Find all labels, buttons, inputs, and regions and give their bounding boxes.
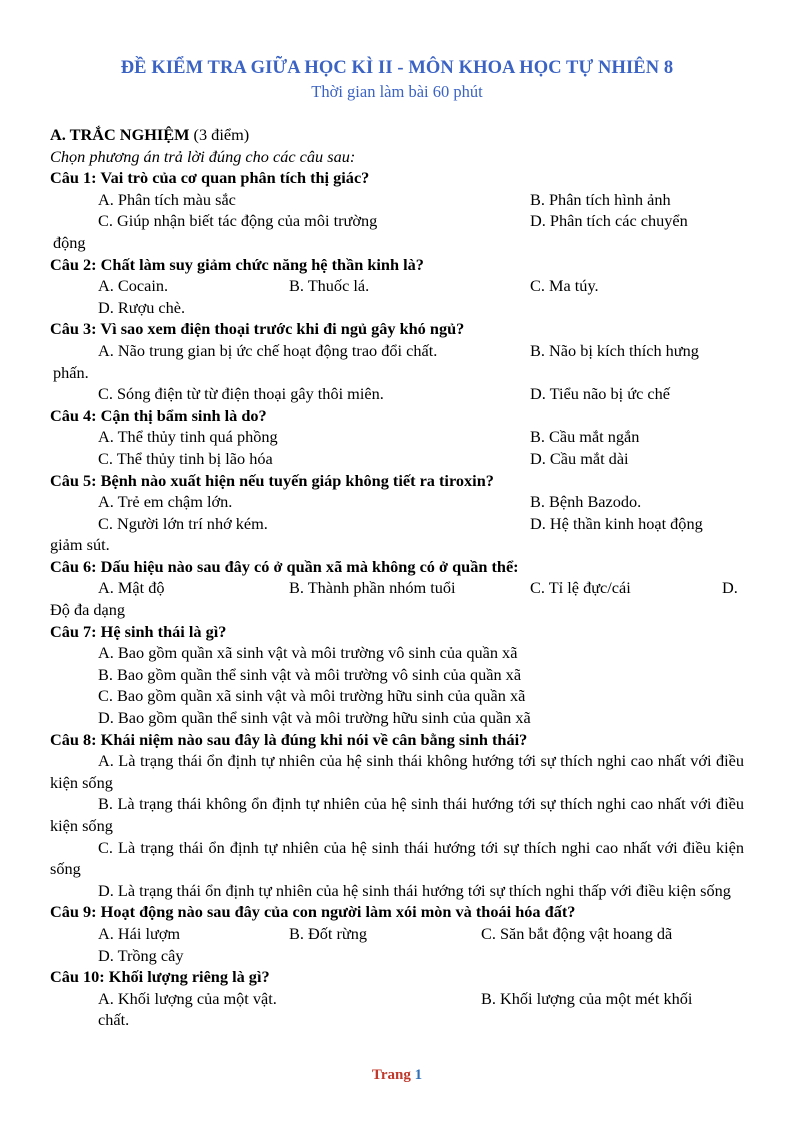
section-heading: [50, 124, 744, 146]
option-c: C. Tỉ lệ đực/cái: [530, 578, 631, 598]
option-c: C. Thể thủy tinh bị lão hóa: [98, 448, 273, 468]
option-b: B. Phân tích hình ảnh: [530, 189, 671, 209]
exam-content: [50, 124, 744, 1031]
option-b-continued: phấn.: [53, 362, 89, 382]
option-c: C. Là trạng thái ổn định tự nhiên của hệ sinh thái hướng tới sự thích nghi cao nhất với điều kiện sống: [50, 837, 744, 879]
option-row: [50, 513, 744, 535]
option-b: B. Thành phần nhóm tuổi: [289, 578, 456, 598]
option-a: A. Phân tích màu sắc: [98, 189, 236, 209]
option-d-continued: giảm sút.: [50, 535, 110, 555]
option-a: A. Trẻ em chậm lớn.: [98, 492, 233, 512]
option-c: C. Ma túy.: [530, 276, 599, 296]
option-b: B. Đốt rừng: [289, 923, 368, 943]
option-c: C. Giúp nhận biết tác động của môi trường: [98, 211, 378, 231]
option-row: [50, 275, 744, 297]
option-d: D. Rượu chè.: [98, 297, 186, 317]
option-row: [50, 448, 744, 470]
question-8: Câu 8: Khái niệm nào sau đây là đúng khi nói về cân bằng sinh thái?: [50, 729, 528, 749]
option-b: B. Thuốc lá.: [289, 276, 370, 296]
option-a: A. Não trung gian bị ức chế hoạt động trao đổi chất.: [98, 340, 438, 360]
option-row: [50, 383, 744, 405]
question-10: Câu 10: Khối lượng riêng là gì?: [50, 967, 270, 987]
option-d: D. Cầu mắt dài: [530, 448, 629, 468]
option-d: D. Hệ thần kinh hoạt động: [530, 513, 703, 533]
option-row: [50, 491, 744, 513]
question-5: Câu 5: Bệnh nào xuất hiện nếu tuyến giáp không tiết ra tiroxin?: [50, 470, 494, 490]
option-b: B. Bệnh Bazodo.: [530, 492, 642, 512]
option-a: A. Mật độ: [98, 578, 165, 598]
option-b: B. Cầu mắt ngắn: [530, 427, 640, 447]
question-2: Câu 2: Chất làm suy giảm chức năng hệ thần kinh là?: [50, 254, 424, 274]
option-row: [50, 189, 744, 211]
option-d: D. Trồng cây: [98, 945, 184, 965]
option-a: A. Cocain.: [98, 276, 169, 296]
option-b: B. Bao gồm quần thể sinh vật và môi trường vô sinh của quần xã: [98, 664, 522, 684]
option-b: B. Là trạng thái không ổn định tự nhiên của hệ sinh thái hướng tới sự thích nghi cao nhất với điều kiện sống: [50, 794, 744, 835]
option-d: D. Bao gồm quần thể sinh vật và môi trường hữu sinh của quần xã: [98, 708, 531, 728]
instruction: Chọn phương án trả lời đúng cho các câu sau:: [50, 146, 356, 166]
option-a: A. Là trạng thái ổn định tự nhiên của hệ sinh thái không hướng tới sự thích nghi cao nhất với điều kiện sống: [50, 751, 744, 792]
option-row: [50, 426, 744, 448]
option-a: A. Thể thủy tinh quá phồng: [98, 427, 278, 447]
question-1: Câu 1: Vai trò của cơ quan phân tích thị giác?: [50, 168, 370, 188]
option-row: [50, 923, 744, 945]
option-c: C. Sóng điện từ từ điện thoại gây thôi miên.: [98, 384, 384, 404]
section-title: A. TRẮC NGHIỆM: [50, 125, 190, 144]
option-row: [50, 340, 744, 362]
question-3: Câu 3: Vì sao xem điện thoại trước khi đi ngủ gây khó ngủ?: [50, 319, 465, 339]
option-c: C. Săn bắt động vật hoang dã: [481, 923, 673, 943]
option-a: A. Hái lượm: [98, 923, 181, 943]
page-number: 1: [414, 1067, 423, 1083]
option-b: B. Khối lượng của một mét khối: [481, 988, 693, 1008]
option-d: D.: [722, 578, 738, 598]
option-d: D. Là trạng thái ổn định tự nhiên của hệ sinh thái hướng tới sự thích nghi thấp với điều kiện sống: [98, 880, 731, 900]
option-b: B. Não bị kích thích hưng: [530, 340, 699, 360]
option-c: C. Bao gồm quần xã sinh vật và môi trường hữu sinh của quần xã: [98, 686, 526, 706]
section-points: (3 điểm): [193, 125, 250, 144]
option-row: [50, 577, 744, 599]
option-row: [50, 210, 744, 232]
question-9: Câu 9: Hoạt động nào sau đây của con người làm xói mòn và thoái hóa đất?: [50, 902, 576, 922]
option-d: D. Tiểu não bị ức chế: [530, 384, 670, 404]
option-d-continued: Độ đa dạng: [50, 600, 126, 620]
option-d-continued: động: [53, 232, 86, 252]
option-row: [50, 988, 744, 1010]
exam-title: ĐỀ KIỂM TRA GIỮA HỌC KÌ II - MÔN KHOA HỌC TỰ NHIÊN 8: [120, 58, 674, 78]
page-label: Trang: [371, 1067, 411, 1083]
option-a: A. Khối lượng của một vật.: [98, 988, 277, 1008]
exam-duration: Thời gian làm bài 60 phút: [311, 82, 483, 101]
option-c: C. Người lớn trí nhớ kém.: [98, 513, 268, 533]
question-7: Câu 7: Hệ sinh thái là gì?: [50, 621, 227, 641]
option-d: D. Phân tích các chuyển: [530, 211, 688, 231]
option-b-continued: chất.: [98, 1010, 130, 1030]
question-6: Câu 6: Dấu hiệu nào sau đây có ở quần xã mà không có ở quần thể:: [50, 556, 519, 576]
page-footer: [0, 1067, 794, 1084]
question-4: Câu 4: Cận thị bẩm sinh là do?: [50, 405, 267, 425]
option-a: A. Bao gồm quần xã sinh vật và môi trường vô sinh của quần xã: [98, 643, 518, 663]
